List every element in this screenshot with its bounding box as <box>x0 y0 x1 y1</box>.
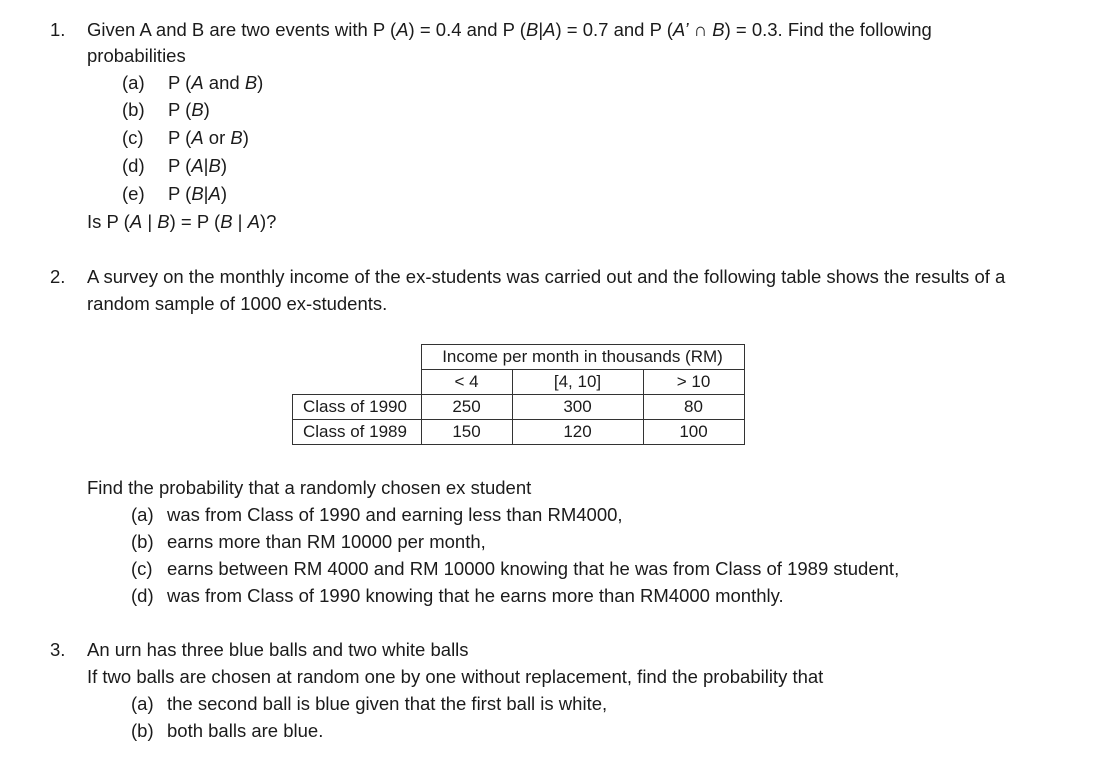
q1-intro-text-a: Given A and B are two events with P ( <box>87 19 397 40</box>
table-header-row <box>293 345 745 370</box>
q2-part <box>131 529 486 555</box>
q2-intro-line2: random sample of 1000 ex-students. <box>87 293 388 314</box>
q1-part-var: B <box>230 127 243 148</box>
q1-event-a-given: A <box>543 19 556 40</box>
q1-closing-bar: | <box>142 211 158 232</box>
q1-closing-question <box>87 209 276 235</box>
table-cell: 100 <box>643 420 744 445</box>
q1-part-var: A <box>208 183 221 204</box>
q2-part-mark: (d) <box>131 585 154 606</box>
q1-part-mark: (b) <box>122 99 145 120</box>
q1-intro-text-b: ) = 0.4 and P ( <box>408 19 526 40</box>
q1-number: 1. <box>50 19 66 40</box>
table-cell: 300 <box>512 395 643 420</box>
q1-closing-var: A <box>247 211 260 232</box>
q1-event-b-intersect: B <box>712 19 725 40</box>
q1-part-var: A <box>191 127 204 148</box>
q1-intersection-symbol: ∩ <box>688 19 713 40</box>
q3-part <box>131 718 323 744</box>
q2-part-text: earns between RM 4000 and RM 10000 knowing that he was from Class of 1989 student, <box>167 558 900 579</box>
q1-part <box>122 153 227 179</box>
q1-event-b: B <box>525 19 539 40</box>
q1-closing-equals: ) = P ( <box>169 211 221 232</box>
q3-part-text: the second ball is blue given that the first ball is white, <box>167 693 608 714</box>
q1-part-text: P ( <box>168 99 192 120</box>
table-cell: 120 <box>512 420 643 445</box>
q2-number: 2. <box>50 266 66 287</box>
q1-part-close: ) <box>242 127 249 148</box>
q1-closing-var: B <box>157 211 170 232</box>
table-column-row <box>293 370 745 395</box>
table-corner <box>293 370 422 395</box>
q1-intro-line1 <box>87 17 932 43</box>
q1-part-mark: (a) <box>122 72 145 93</box>
q1-closing-end: )? <box>259 211 277 232</box>
q1-part-op: | <box>203 183 209 204</box>
q1-part-var: B <box>191 183 204 204</box>
q2-part-mark: (c) <box>131 558 153 579</box>
q1-part-close: ) <box>220 183 227 204</box>
table-row <box>293 420 745 445</box>
table-cell: 150 <box>421 420 512 445</box>
q1-closing-bar: | <box>232 211 248 232</box>
q1-event-a: A <box>396 19 409 40</box>
column-header: > 10 <box>643 370 744 395</box>
q2-prompt: Find the probability that a randomly chosen ex student <box>87 477 532 498</box>
q2-part-mark: (a) <box>131 504 154 525</box>
q3-part-mark: (a) <box>131 693 154 714</box>
table-cell: 80 <box>643 395 744 420</box>
q2-part-text: was from Class of 1990 knowing that he earns more than RM4000 monthly. <box>167 585 784 606</box>
q1-part-op: and <box>203 72 245 93</box>
q1-part-mark: (c) <box>122 127 144 148</box>
q1-closing-var: B <box>220 211 233 232</box>
q1-closing-text: Is P ( <box>87 211 130 232</box>
income-group-header: Income per month in thousands (RM) <box>421 345 744 370</box>
income-table <box>292 344 745 445</box>
q1-given-bar: | <box>538 19 544 40</box>
q1-part-var: B <box>244 72 258 93</box>
q1-part-mark: (e) <box>122 183 145 204</box>
q3-number: 3. <box>50 639 66 660</box>
q1-part-var: A <box>191 155 204 176</box>
row-header: Class of 1989 <box>293 420 422 445</box>
q1-part-var: B <box>191 99 204 120</box>
q1-part-text: P ( <box>168 72 192 93</box>
q3-intro-line2: If two balls are chosen at random one by one without replacement, find the probability that <box>87 666 824 687</box>
q1-intro-text-d: ) = 0.3. Find the following <box>724 19 932 40</box>
q1-part-text: P ( <box>168 127 192 148</box>
table-cell: 250 <box>421 395 512 420</box>
q2-part-mark: (b) <box>131 531 154 552</box>
q1-part-text: P ( <box>168 183 192 204</box>
q1-part-mark: (d) <box>122 155 145 176</box>
q1-event-a-complement: A’ <box>672 19 689 40</box>
q1-part-close: ) <box>203 99 210 120</box>
q3-part-mark: (b) <box>131 720 154 741</box>
q1-part <box>122 125 249 151</box>
q1-part-text: P ( <box>168 155 192 176</box>
q1-part <box>122 97 210 123</box>
q1-part-close: ) <box>257 72 264 93</box>
q1-part-close: ) <box>220 155 227 176</box>
q2-part-text: was from Class of 1990 and earning less than RM4000, <box>167 504 623 525</box>
q1-part-var: B <box>208 155 221 176</box>
q2-part <box>131 583 784 609</box>
row-header: Class of 1990 <box>293 395 422 420</box>
q1-part-op: or <box>203 127 231 148</box>
q2-part-text: earns more than RM 10000 per month, <box>167 531 486 552</box>
q3-intro-line1: An urn has three blue balls and two white balls <box>87 639 469 660</box>
q1-part <box>122 181 227 207</box>
q1-part-op: | <box>203 155 209 176</box>
table-corner <box>293 345 422 370</box>
q1-intro-line2: probabilities <box>87 45 186 66</box>
q1-part <box>122 70 263 96</box>
q3-part <box>131 691 607 717</box>
q1-closing-var: A <box>129 211 143 232</box>
column-header: [4, 10] <box>512 370 643 395</box>
q1-part-var: A <box>191 72 204 93</box>
q2-part <box>131 502 623 528</box>
q1-intro-text-c: ) = 0.7 and P ( <box>555 19 673 40</box>
q2-intro-line1: A survey on the monthly income of the ex-students was carried out and the following table shows the results of a <box>87 266 1006 287</box>
q3-part-text: both balls are blue. <box>167 720 324 741</box>
column-header: < 4 <box>421 370 512 395</box>
q2-part <box>131 556 899 582</box>
table-row <box>293 395 745 420</box>
